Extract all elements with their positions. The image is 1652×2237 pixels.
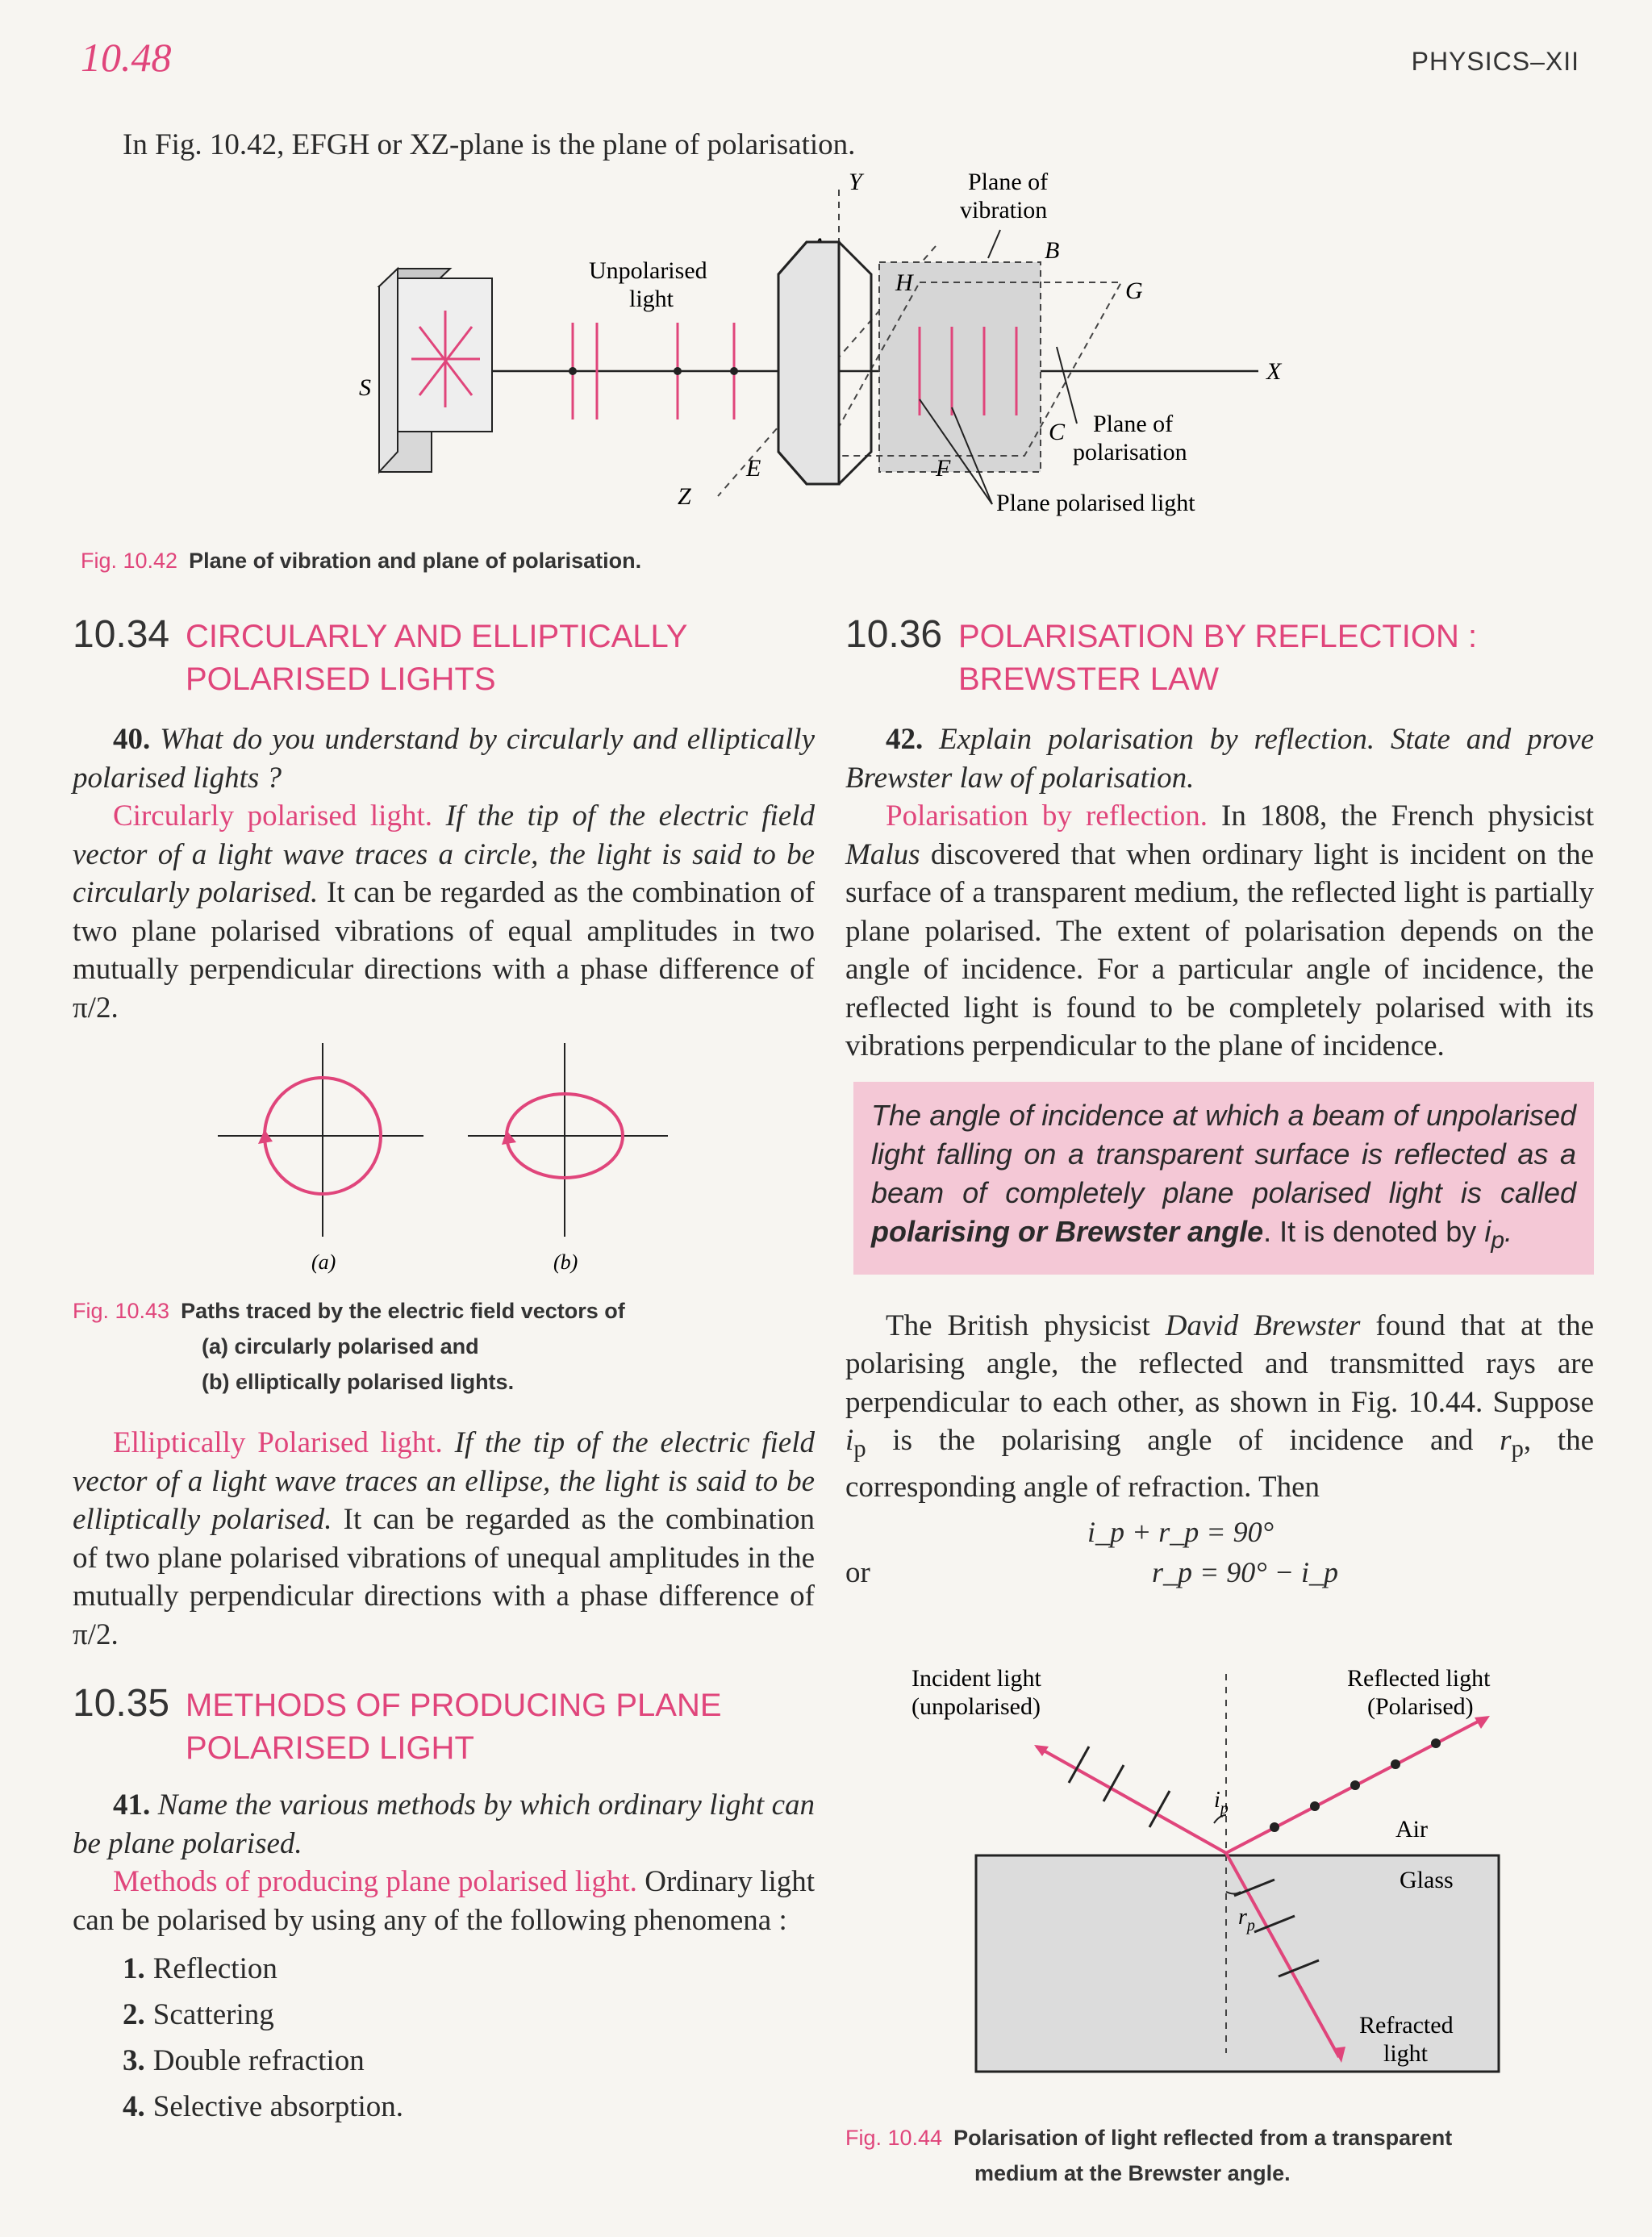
def-subscript: p [1491,1226,1504,1254]
label-refracted-2: light [1383,2040,1429,2067]
label-h: H [895,269,913,296]
fig-10-43-caption [73,1293,815,1400]
fig-10-42-caption [81,549,641,574]
label-reflected-2: (Polarised) [1367,1693,1474,1720]
reflection-body-2: discovered that when ordinary light is incident on the surface of a transparent medium, the reflected light is partially plane polarised. The extent of polarisation depends on the angle of incidence. For a particular angle of incidence, the reflected light is found to be completely polarised with its vibrations perpendicular to the plane of incidence. [845,837,1595,1062]
list-item: 2. Scattering [123,1998,274,2031]
question-number: 41. [113,1788,151,1822]
circular-heading: Circularly polarised light. [113,799,432,833]
malus-name: Malus [845,837,920,871]
question-text: What do you understand by circularly and elliptically polarised lights ? [73,723,816,795]
def-bold: polarising or Brewster angle [871,1214,1264,1248]
label-c: C [1049,419,1066,445]
label-s: S [359,374,371,401]
brewster-name: David Brewster [1165,1308,1361,1342]
question-number: 42. [886,723,924,756]
fig-10-43-caption-1: Paths traced by the electric field vectors of [181,1299,625,1323]
circular-body: It can be regarded as the combination of two plane polarised vibrations of equal amplitudes in two mutually perpendicular directions with a phase difference of π/2. [73,876,816,1025]
section-number: 10.35 [73,1682,170,1725]
section-title-2: POLARISED LIGHTS [186,662,496,697]
brewster-text-1: The British physicist [886,1308,1150,1342]
section-title-1: METHODS OF PRODUCING PLANE [186,1688,722,1723]
label-incident-2: (unpolarised) [912,1693,1041,1720]
fig-10-42-label: Fig. 10.42 [81,549,178,573]
question-text: Name the various methods by which ordinary light can be plane polarised. [73,1788,815,1860]
label-reflected-1: Reflected light [1347,1665,1491,1692]
page-number: 10.48 [81,35,172,80]
section-10-36-heading [845,613,1594,701]
label-air: Air [1395,1816,1428,1843]
fig-10-44-label: Fig. 10.44 [845,2126,943,2150]
left-column [73,613,815,2130]
methods-heading: Methods of producing plane polarised light. [113,1865,637,1898]
equation-or: or [845,1555,870,1589]
section-title-1: CIRCULARLY AND ELLIPTICALLY [186,619,688,654]
brewster-text-2: found that at the polarising angle, the reflected and transmitted rays are perpendicular to each other, as shown in Fig. 10.44. Suppose [845,1308,1595,1419]
label-plane-polarised: Plane polarised light [996,490,1195,516]
fig-10-44-caption [845,2120,1452,2191]
list-item: 1. Reflection [123,1952,277,1985]
circular-para [73,797,815,1027]
question-40 [73,720,815,797]
label-polarisation-1: Plane of [1093,411,1174,437]
fig-10-43-label: Fig. 10.43 [73,1299,170,1323]
source-box [379,269,492,472]
elliptical-heading: Elliptically Polarised light. [113,1426,443,1459]
label-incident-1: Incident light [912,1665,1041,1692]
section-number: 10.34 [73,613,170,656]
section-10-34-heading [73,613,815,701]
elliptical-definition: If the tip of the electric field vector of a light wave traces an ellipse, the light is said to be elliptically polarised. [73,1426,815,1536]
label-x: X [1266,358,1282,385]
brewster-para: The British physicist David Brewster found that at the polarising angle, the reflected and transmitted rays are perpendicular to each other, as shown in Fig. 10.44. Suppose $i_p$ is the polarising angle of incidence and $r_p$, the corresponding angle of refraction. Then [845,1308,1595,1505]
fig-10-44-caption-1: Polarisation of light reflected from a transparent [953,2126,1453,2150]
reflection-body-1: In 1808, the French physicist [1221,799,1594,833]
label-g: G [1125,278,1143,304]
fig-10-43-caption-2: (a) circularly polarised and [202,1334,479,1358]
label-refracted-1: Refracted [1359,2012,1454,2039]
question-41 [73,1786,815,1863]
elliptical-para [73,1424,815,1654]
equations [845,1507,1594,1596]
def-symbol: i [1484,1214,1491,1248]
label-rp: $r_p$ [1238,1905,1255,1934]
methods-list [73,1946,815,2130]
list-item: 3. Double refraction [123,2044,365,2077]
question-text: Explain polarisation by reflection. State and prove Brewster law of polarisation. [845,723,1595,795]
methods-para [73,1863,815,1939]
label-b: B [1045,237,1060,264]
elliptical-body: It can be regarded as the combination of two plane polarised vibrations of unequal amplitudes in the mutually perpendicular directions with a phase difference of π/2. [73,1503,816,1651]
fig-10-44-diagram [895,1650,1605,2077]
fig-10-43-label-b: (b) [553,1250,578,1274]
label-polarisation-2: polarisation [1073,439,1187,465]
label-vibration-2: vibration [960,197,1048,223]
brewster-definition-box: The angle of incidence at which a beam of unpolarised light falling on a transparent surface is reflected as a beam of completely plane polarised light is called polarising or Brewster angle. It is denoted by $i_p$. [853,1082,1594,1275]
label-f: F [936,455,951,482]
label-e: E [746,455,761,482]
section-10-35-heading [73,1682,815,1770]
reflection-para [845,797,1594,1066]
running-head: PHYSICS–XII [1411,47,1579,76]
section-title-2: POLARISED LIGHT [186,1730,474,1766]
brewster-text-3: is the polarising angle of incidence and [892,1424,1474,1458]
incident-vibrations [1069,1747,1170,1827]
fig-10-42-diagram [355,165,1323,536]
section-number: 10.36 [845,613,943,656]
fig-10-44-caption-2: medium at the Brewster angle. [974,2161,1291,2185]
methods-body: Ordinary light can be polarised by using any of the following phenomena : [73,1865,815,1937]
def-text-1: The angle of incidence at which a beam of unpolarised light falling on a transparent surface is reflected as a beam of completely plane polarised light is called [871,1098,1576,1209]
circular-definition: If the tip of the electric field vector of a light wave traces a circle, the light is said to be circularly polarised. [73,799,815,909]
reflection-heading: Polarisation by reflection. [886,799,1208,833]
def-text-2: . It is denoted by [1263,1214,1477,1248]
intro-line: In Fig. 10.42, EFGH or XZ-plane is the plane of polarisation. [123,128,856,161]
label-z: Z [678,483,691,510]
fig-10-43-caption-3: (b) elliptically polarised lights. [202,1370,515,1394]
fig-10-43-label-a: (a) [311,1250,336,1274]
equation-1: i_p + r_p = 90° [1087,1515,1274,1548]
question-number: 40. [113,723,151,756]
label-unpolarised-2: light [629,286,674,312]
fig-10-42-caption-text: Plane of vibration and plane of polarisation. [189,549,642,573]
label-ip: $i_p$ [1214,1788,1229,1818]
equation-2: r_p = 90° − i_p [1152,1555,1338,1588]
label-unpolarised-1: Unpolarised [589,257,707,284]
label-vibration-1: Plane of [968,169,1049,195]
label-y: Y [849,169,862,195]
fig-10-43-diagram [73,1035,815,1277]
section-title-1: POLARISATION BY REFLECTION : [958,619,1478,654]
question-42 [845,720,1594,797]
right-column [845,613,1594,1596]
label-glass: Glass [1400,1867,1454,1893]
brewster-text-4: , the corresponding angle of refraction. Then [845,1424,1595,1505]
list-item: 4. Selective absorption. [123,2090,404,2123]
section-title-2: BREWSTER LAW [958,662,1219,697]
